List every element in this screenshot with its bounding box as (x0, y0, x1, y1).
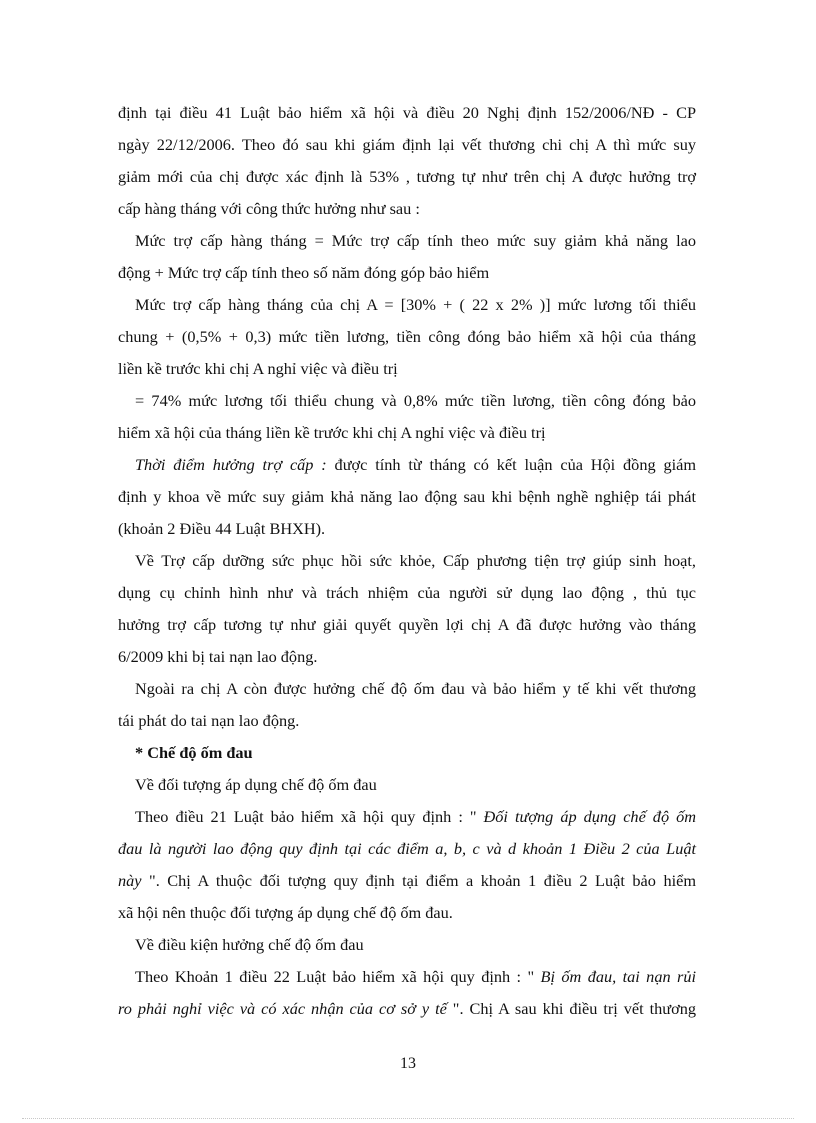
body-text-line: dụng cụ chỉnh hình như và trách nhiệm của người sử dụng lao động , thủ tục (118, 583, 696, 602)
italic-term: Thời điểm hưởng trợ cấp : (135, 455, 327, 474)
body-text-line: động + Mức trợ cấp tính theo số năm đóng góp bảo hiểm (118, 263, 490, 282)
page-bottom-divider (22, 1118, 794, 1119)
body-text-line (135, 454, 696, 476)
text-span: ". Chị A thuộc đối tượng quy định tại điểm a khoản 1 điều 2 Luật bảo hiểm (141, 871, 696, 890)
formula-result-line: = 74% mức lương tối thiểu chung và 0,8% mức tiền lương, tiền công đóng bảo (135, 391, 696, 410)
quoted-law-text-line: đau là người lao động quy định tại các điểm a, b, c và d khoản 1 Điều 2 của Luật (118, 839, 696, 858)
body-text-line (118, 998, 696, 1020)
body-text-line (135, 806, 696, 828)
body-text-line: hiểm xã hội của tháng liền kề trước khi chị A nghỉ việc và điều trị (118, 423, 546, 442)
body-text-line: ngày 22/12/2006. Theo đó sau khi giám định lại vết thương chi chị A thì mức suy (118, 135, 696, 154)
body-text-line: Về Trợ cấp dưỡng sức phục hồi sức khỏe, Cấp phương tiện trợ giúp sinh hoạt, (135, 551, 696, 570)
body-text-line: định y khoa về mức suy giảm khả năng lao động sau khi bệnh nghề nghiệp tái phát (118, 487, 696, 506)
text-span: Theo điều 21 Luật bảo hiểm xã hội quy định : " (135, 807, 484, 826)
quoted-law-text: ro phải nghỉ việc và có xác nhận của cơ sở y tế (118, 999, 447, 1018)
section-heading: * Chế độ ốm đau (135, 743, 253, 762)
subsection-heading: Về đối tượng áp dụng chế độ ốm đau (135, 775, 377, 794)
formula-line: Mức trợ cấp hàng tháng của chị A = [30% + ( 22 x 2% )] mức lương tối thiểu (135, 295, 696, 314)
body-text-line: chung + (0,5% + 0,3) mức tiền lương, tiền công đóng bảo hiểm xã hội của tháng (118, 327, 696, 346)
quoted-law-text: này (118, 871, 142, 890)
body-text-line: liền kề trước khi chị A nghỉ việc và điều trị (118, 359, 398, 378)
body-text-line: định tại điều 41 Luật bảo hiểm xã hội và điều 20 Nghị định 152/2006/NĐ - CP (118, 103, 696, 122)
body-text-line: xã hội nên thuộc đối tượng áp dụng chế độ ốm đau. (118, 903, 453, 922)
body-text-line: tái phát do tai nạn lao động. (118, 711, 300, 730)
quoted-law-text: Bị ốm đau, tai nạn rủi (540, 967, 697, 986)
body-text-line: 6/2009 khi bị tai nạn lao động. (118, 647, 318, 666)
body-text-line: hưởng trợ cấp tương tự như giải quyết quyền lợi chị A đã được hưởng vào tháng (118, 615, 696, 634)
text-span: ". Chị A sau khi điều trị vết thương (446, 999, 696, 1018)
body-text-line: giảm mới của chị được xác định là 53% , tương tự như trên chị A được hưởng trợ (118, 167, 696, 186)
quoted-law-text: Đối tượng áp dụng chế độ ốm (483, 807, 696, 826)
body-text-line: (khoản 2 Điều 44 Luật BHXH). (118, 519, 326, 538)
body-text-line (135, 966, 696, 988)
page-number: 13 (400, 1055, 416, 1072)
text-span: Theo Khoản 1 điều 22 Luật bảo hiểm xã hội quy định : " (135, 967, 541, 986)
body-text-line (118, 870, 696, 892)
text-span: được tính từ tháng có kết luận của Hội đồng giám (326, 455, 696, 474)
body-text-line: cấp hàng tháng với công thức hưởng như sau : (118, 199, 420, 218)
body-text-line: Mức trợ cấp hàng tháng = Mức trợ cấp tính theo mức suy giảm khả năng lao (135, 231, 696, 250)
body-text-line: Ngoài ra chị A còn được hưởng chế độ ốm đau và bảo hiểm y tế khi vết thương (135, 679, 696, 698)
subsection-heading: Về điều kiện hưởng chế độ ốm đau (135, 935, 364, 954)
